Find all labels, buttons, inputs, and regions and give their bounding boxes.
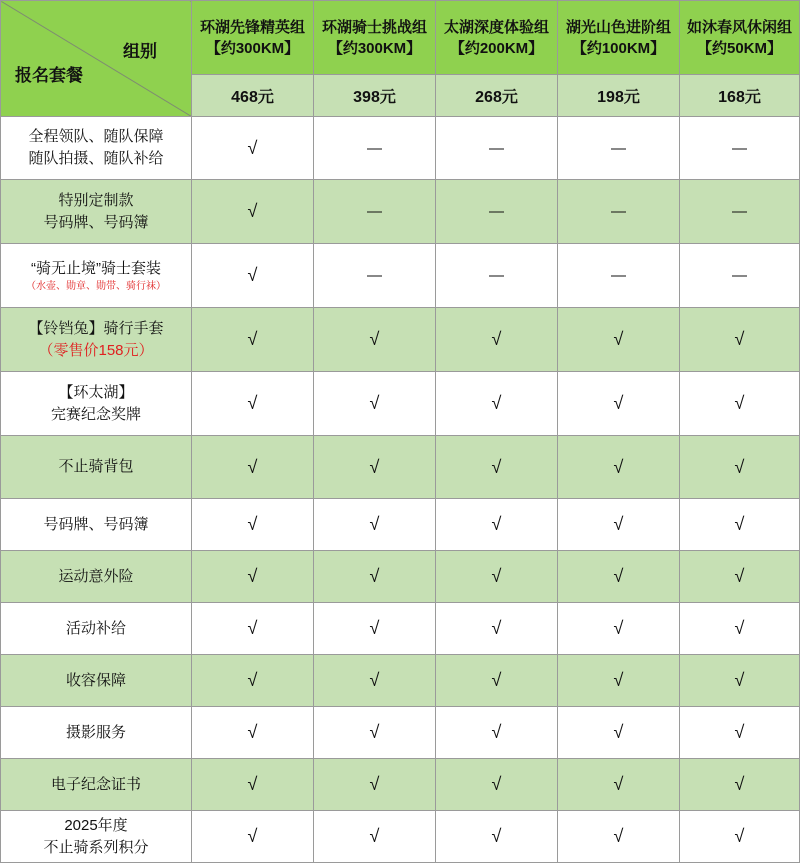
group-distance: 【约50KM】 bbox=[696, 39, 782, 57]
table-row bbox=[1, 707, 800, 759]
feature-line: 【环太湖】 bbox=[58, 383, 134, 401]
table-row bbox=[1, 372, 800, 436]
feature-cell: 不止骑背包 bbox=[1, 436, 192, 499]
included-mark: √ bbox=[436, 551, 558, 603]
included-mark: √ bbox=[680, 436, 800, 499]
included-mark: √ bbox=[192, 308, 314, 372]
group-name: 湖光山色进阶组 bbox=[565, 18, 671, 36]
included-mark: √ bbox=[558, 308, 680, 372]
included-mark: √ bbox=[680, 811, 800, 863]
included-mark: √ bbox=[558, 655, 680, 707]
feature-line: 不止骑系列积分 bbox=[43, 838, 149, 856]
group-name: 环湖骑士挑战组 bbox=[321, 18, 427, 36]
included-mark: √ bbox=[192, 707, 314, 759]
included-mark: √ bbox=[436, 707, 558, 759]
table-row bbox=[1, 603, 800, 655]
table-row bbox=[1, 180, 800, 244]
included-mark: √ bbox=[314, 436, 436, 499]
group-header-row bbox=[1, 1, 800, 75]
included-mark: √ bbox=[558, 551, 680, 603]
included-mark: √ bbox=[436, 603, 558, 655]
group-header-2 bbox=[314, 1, 436, 75]
feature-cell: 摄影服务 bbox=[1, 707, 192, 759]
group-header-5 bbox=[680, 1, 800, 75]
not-included-mark: — bbox=[558, 117, 680, 180]
not-included-mark: — bbox=[314, 244, 436, 308]
corner-header-cell bbox=[1, 1, 192, 117]
price-cell: 398元 bbox=[314, 75, 436, 117]
price-cell: 198元 bbox=[558, 75, 680, 117]
included-mark: √ bbox=[680, 551, 800, 603]
included-mark: √ bbox=[314, 603, 436, 655]
included-mark: √ bbox=[192, 244, 314, 308]
feature-line: 全程领队、随队保障 bbox=[28, 128, 164, 145]
feature-line: 【铃铛兔】骑行手套 bbox=[28, 319, 164, 337]
included-mark: √ bbox=[436, 499, 558, 551]
not-included-mark: — bbox=[436, 244, 558, 308]
feature-line: “骑无止境”骑士套装 bbox=[31, 259, 161, 277]
included-mark: √ bbox=[436, 372, 558, 436]
included-mark: √ bbox=[192, 603, 314, 655]
table-row bbox=[1, 244, 800, 308]
group-distance: 【约100KM】 bbox=[571, 39, 666, 57]
not-included-mark: — bbox=[436, 180, 558, 244]
not-included-mark: — bbox=[314, 117, 436, 180]
feature-note: （零售价158元） bbox=[38, 341, 154, 359]
included-mark: √ bbox=[680, 499, 800, 551]
group-header-4 bbox=[558, 1, 680, 75]
feature-cell bbox=[1, 308, 192, 372]
included-mark: √ bbox=[314, 499, 436, 551]
included-mark: √ bbox=[558, 707, 680, 759]
group-name: 环湖先锋精英组 bbox=[199, 18, 305, 36]
included-mark: √ bbox=[192, 436, 314, 499]
feature-cell: 收容保障 bbox=[1, 655, 192, 707]
feature-line: 完赛纪念奖牌 bbox=[50, 405, 141, 423]
table-row bbox=[1, 436, 800, 499]
table-row bbox=[1, 117, 800, 180]
table-row bbox=[1, 551, 800, 603]
included-mark: √ bbox=[436, 655, 558, 707]
included-mark: √ bbox=[314, 707, 436, 759]
not-included-mark: — bbox=[680, 244, 800, 308]
group-distance: 【约300KM】 bbox=[327, 39, 422, 57]
included-mark: √ bbox=[558, 499, 680, 551]
feature-cell bbox=[1, 811, 192, 863]
price-cell: 468元 bbox=[192, 75, 314, 117]
included-mark: √ bbox=[314, 759, 436, 811]
included-mark: √ bbox=[314, 655, 436, 707]
table-row bbox=[1, 308, 800, 372]
price-cell: 168元 bbox=[680, 75, 800, 117]
group-name: 太湖深度体验组 bbox=[443, 18, 549, 36]
included-mark: √ bbox=[558, 372, 680, 436]
not-included-mark: — bbox=[558, 180, 680, 244]
included-mark: √ bbox=[314, 811, 436, 863]
group-distance: 【约200KM】 bbox=[449, 39, 544, 57]
feature-line: 特别定制款 bbox=[58, 191, 134, 209]
feature-line: 2025年度 bbox=[64, 816, 128, 834]
included-mark: √ bbox=[680, 603, 800, 655]
corner-label-group: 组别 bbox=[123, 42, 157, 61]
group-header-1 bbox=[192, 1, 314, 75]
included-mark: √ bbox=[436, 308, 558, 372]
included-mark: √ bbox=[558, 811, 680, 863]
included-mark: √ bbox=[192, 811, 314, 863]
table-row bbox=[1, 499, 800, 551]
included-mark: √ bbox=[192, 117, 314, 180]
included-mark: √ bbox=[680, 759, 800, 811]
not-included-mark: — bbox=[680, 117, 800, 180]
included-mark: √ bbox=[680, 655, 800, 707]
feature-cell bbox=[1, 180, 192, 244]
included-mark: √ bbox=[558, 436, 680, 499]
included-mark: √ bbox=[680, 707, 800, 759]
included-mark: √ bbox=[558, 759, 680, 811]
included-mark: √ bbox=[680, 372, 800, 436]
included-mark: √ bbox=[192, 372, 314, 436]
feature-line: 随队拍摄、随队补给 bbox=[28, 150, 164, 167]
feature-line: 号码牌、号码簿 bbox=[43, 213, 149, 231]
table-row bbox=[1, 655, 800, 707]
included-mark: √ bbox=[314, 551, 436, 603]
included-mark: √ bbox=[314, 372, 436, 436]
feature-note: （水壶、勋章、勋带、骑行袜） bbox=[26, 280, 166, 292]
not-included-mark: — bbox=[680, 180, 800, 244]
included-mark: √ bbox=[436, 759, 558, 811]
feature-cell: 活动补给 bbox=[1, 603, 192, 655]
group-header-3 bbox=[436, 1, 558, 75]
included-mark: √ bbox=[436, 436, 558, 499]
included-mark: √ bbox=[192, 759, 314, 811]
corner-label-package: 报名套餐 bbox=[15, 66, 83, 85]
included-mark: √ bbox=[436, 811, 558, 863]
price-cell: 268元 bbox=[436, 75, 558, 117]
feature-cell: 号码牌、号码簿 bbox=[1, 499, 192, 551]
feature-cell: 运动意外险 bbox=[1, 551, 192, 603]
included-mark: √ bbox=[680, 308, 800, 372]
not-included-mark: — bbox=[314, 180, 436, 244]
feature-cell bbox=[1, 117, 192, 180]
included-mark: √ bbox=[192, 655, 314, 707]
not-included-mark: — bbox=[436, 117, 558, 180]
group-distance: 【约300KM】 bbox=[205, 39, 300, 57]
included-mark: √ bbox=[558, 603, 680, 655]
table-row bbox=[1, 759, 800, 811]
included-mark: √ bbox=[192, 551, 314, 603]
included-mark: √ bbox=[192, 499, 314, 551]
feature-cell: 电子纪念证书 bbox=[1, 759, 192, 811]
feature-cell bbox=[1, 372, 192, 436]
included-mark: √ bbox=[192, 180, 314, 244]
included-mark: √ bbox=[314, 308, 436, 372]
group-name: 如沐春风休闲组 bbox=[686, 18, 792, 36]
not-included-mark: — bbox=[558, 244, 680, 308]
feature-cell bbox=[1, 244, 192, 308]
table-row bbox=[1, 811, 800, 863]
